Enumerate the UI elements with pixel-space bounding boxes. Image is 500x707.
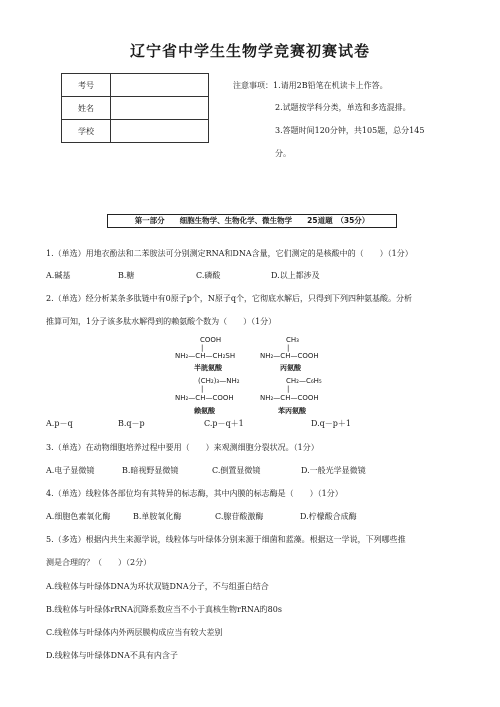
note-line-2: 2.试题按学科分类，单选和多选混排。 bbox=[275, 103, 411, 112]
lys-bond: | bbox=[201, 385, 204, 393]
q3-option-c: C.倒置显微镜 bbox=[212, 466, 261, 475]
q3-option-b: B.暗视野显微镜 bbox=[122, 466, 179, 475]
q1-option-c: C.磷酸 bbox=[196, 271, 221, 280]
phe-bond: | bbox=[287, 385, 290, 393]
phe-name: 苯丙氨酸 bbox=[278, 407, 306, 415]
section-header: 第一部分 细胞生物学、生物化学、微生物学 25道题 （35分） bbox=[107, 214, 397, 228]
ala-name: 丙氨酸 bbox=[280, 364, 301, 372]
q3-stem: 3.（单选）在动物细胞培养过程中要用（ ）来观测细胞分裂状况。（1分） bbox=[46, 443, 319, 452]
q2-option-c: C.p－q＋1 bbox=[204, 419, 244, 428]
note-line-3: 3.答题时间120分钟，共105题，总分145 bbox=[275, 126, 425, 135]
q4-option-a: A.细胞色素氧化酶 bbox=[46, 512, 111, 521]
exam-no-label: 考号 bbox=[62, 74, 111, 97]
lys-formula: NH₂—CH—COOH bbox=[175, 394, 234, 402]
phe-side-chain: CH₂—C₆H₅ bbox=[286, 377, 322, 385]
q1-option-b: B.糖 bbox=[118, 271, 135, 280]
q1-stem: 1.（单选）用地衣酚法和二苯胺法可分别测定RNA和DNA含量，它们测定的是核酸中的（ ）（1分） bbox=[46, 249, 413, 258]
info-table bbox=[61, 73, 209, 143]
q4-stem: 4.（单选）线粒体各部位均有其特异的标志酶，其中内膜的标志酶是（ ）（1分） bbox=[46, 489, 343, 498]
q2-option-d: D.q－p＋1 bbox=[311, 419, 352, 428]
q3-option-d: D.一般光学显微镜 bbox=[301, 466, 366, 475]
cys-bond: | bbox=[201, 344, 204, 352]
lys-name: 赖氨酸 bbox=[194, 407, 215, 415]
q1-option-d: D.以上都涉及 bbox=[271, 271, 320, 280]
ala-bond: | bbox=[287, 344, 290, 352]
q2-stem-line1: 2.（单选）经分析某条多肽链中有0原子p个，N原子q个，它彻底水解后，只得到下列四种氨基酸。分析 bbox=[46, 294, 412, 303]
cys-side-chain: COOH bbox=[200, 336, 222, 344]
q2-option-a: A.p－q bbox=[46, 419, 73, 428]
cys-formula: NH₂—CH—CH₂SH bbox=[175, 352, 236, 360]
q5-stem-line2: 测是合理的？（ ）（2分） bbox=[46, 558, 152, 567]
q4-option-c: C.腺苷酸激酶 bbox=[215, 512, 264, 521]
school-field[interactable] bbox=[111, 120, 209, 143]
q5-option-b: B.线粒体与叶绿体rRNA沉降系数应当不小于真核生物rRNA旳80s bbox=[46, 605, 282, 614]
name-label: 姓名 bbox=[62, 97, 111, 120]
note-line-4: 分。 bbox=[275, 149, 291, 158]
note-line-1: 注意事项：1.请用2B铅笔在机读卡上作答。 bbox=[233, 81, 388, 90]
ala-side-chain: CH₃ bbox=[286, 336, 299, 344]
phe-formula: NH₂—CH—COOH bbox=[260, 394, 319, 402]
q1-option-a: A.碱基 bbox=[46, 271, 71, 280]
q5-option-c: C.线粒体与叶绿体内外两层膜构成应当有较大差别 bbox=[46, 628, 223, 637]
q2-stem-line2: 推算可知，1分子该多肽水解得到的赖氨酸个数为（ ）（1分） bbox=[46, 317, 277, 326]
lys-side-chain: (CH₂)₃—NH₂ bbox=[198, 377, 240, 385]
q3-option-a: A.电子显微镜 bbox=[46, 466, 95, 475]
name-field[interactable] bbox=[111, 97, 209, 120]
exam-no-field[interactable] bbox=[111, 74, 209, 97]
q5-stem-line1: 5.（多选）根据内共生来源学说，线粒体与叶绿体分别来源于细菌和蓝藻。根据这一学说，下列哪些推 bbox=[46, 535, 406, 544]
school-label: 学校 bbox=[62, 120, 111, 143]
q4-option-d: D.柠檬酸合成酶 bbox=[300, 512, 357, 521]
page-title: 辽宁省中学生生物学竞赛初赛试卷 bbox=[129, 42, 370, 60]
ala-formula: NH₂—CH—COOH bbox=[260, 352, 319, 360]
q2-option-b: B.q－p bbox=[118, 419, 145, 428]
q5-option-a: A.线粒体与叶绿体DNA为环状双链DNA分子，不与组蛋白结合 bbox=[46, 582, 269, 591]
cys-name: 半胱氨酸 bbox=[194, 364, 222, 372]
q5-option-d: D.线粒体与叶绿体DNA不具有内含子 bbox=[46, 651, 178, 660]
q4-option-b: B.单胺氧化酶 bbox=[133, 512, 182, 521]
